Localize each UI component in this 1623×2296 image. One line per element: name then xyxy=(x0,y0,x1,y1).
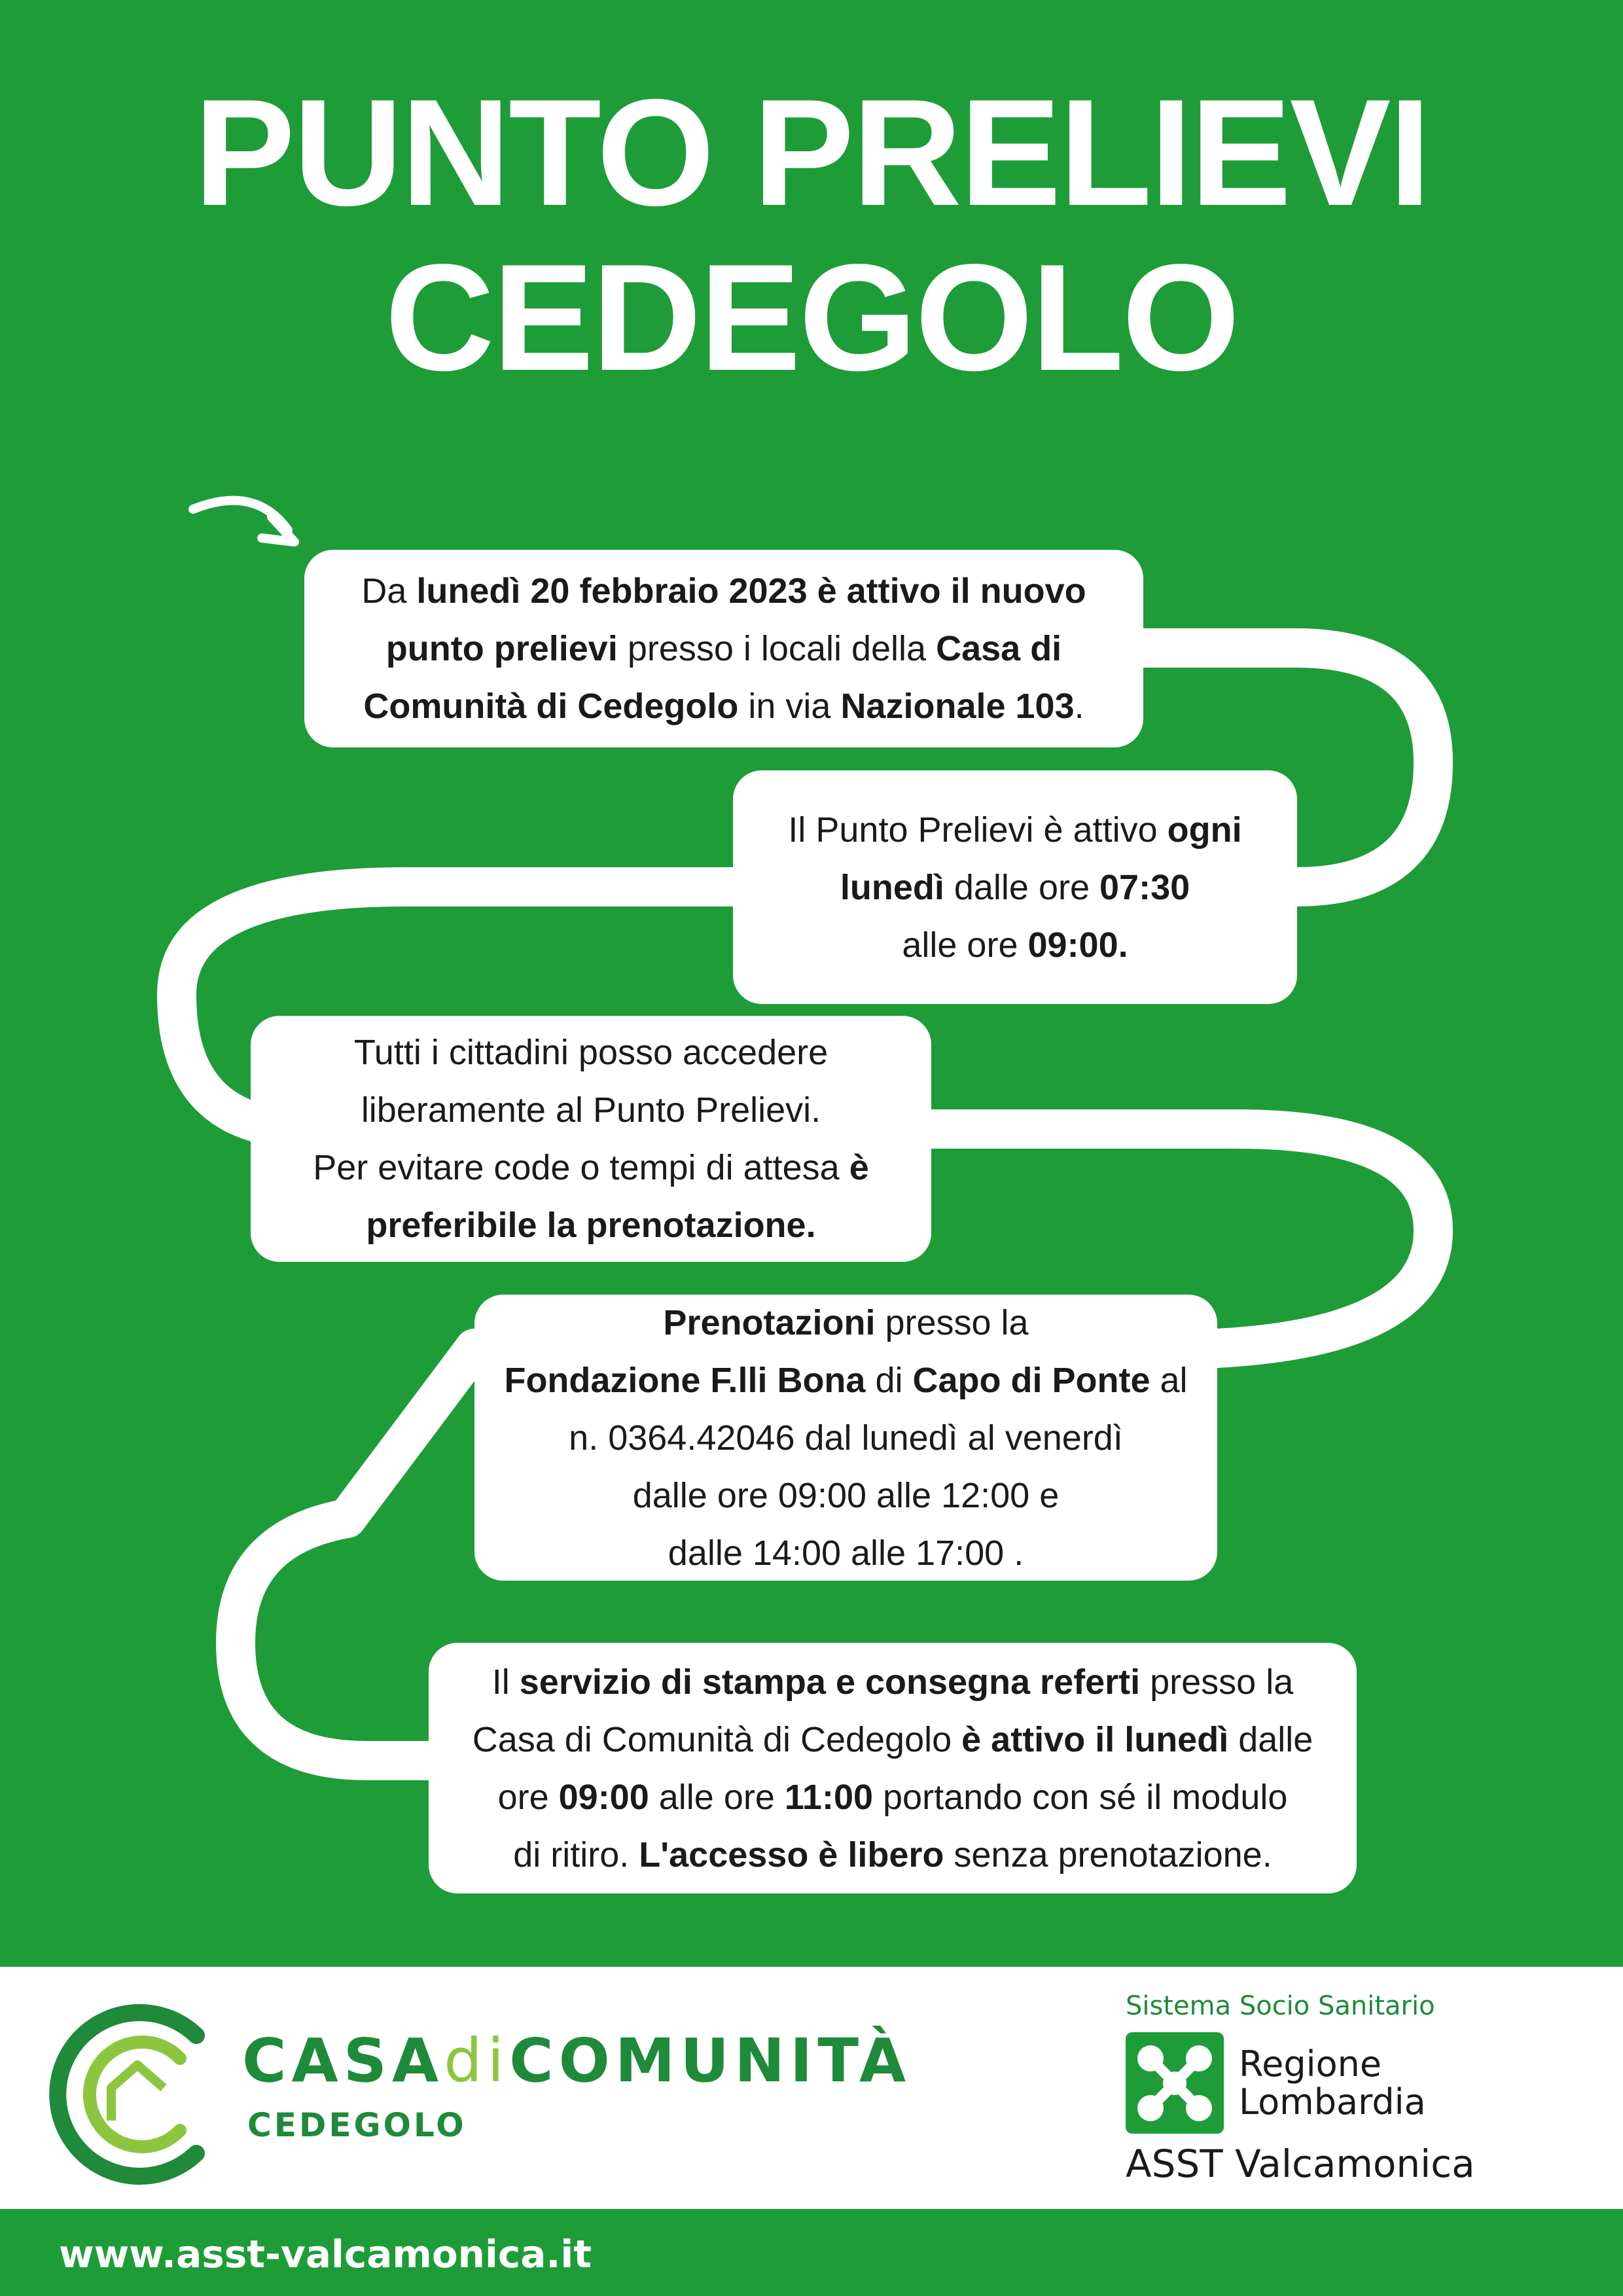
website-link[interactable]: www.asst-valcamonica.it xyxy=(59,2232,592,2276)
text: Il xyxy=(491,1662,520,1702)
text: Per evitare code o tempi di attesa xyxy=(313,1148,849,1187)
bold-text: servizio di stampa e consegna referti xyxy=(519,1662,1141,1702)
bold-text: lunedì 20 febbraio 2023 è attivo il nuovo xyxy=(416,571,1086,611)
bold-text: Fondazione F.lli Bona xyxy=(504,1360,866,1400)
text-line xyxy=(569,1409,1123,1467)
regione-lombardia-logo-icon xyxy=(1126,2032,1224,2134)
bold-text: 09:00 xyxy=(558,1777,649,1817)
text-line xyxy=(633,1467,1060,1524)
text-line xyxy=(492,1653,1294,1711)
text-line xyxy=(902,916,1128,974)
bold-text: 09:00. xyxy=(1027,925,1128,965)
bold-text: Capo di Ponte xyxy=(912,1360,1150,1400)
bold-text: preferibile la prenotazione. xyxy=(366,1206,816,1245)
casa-di-comunita-logo-icon xyxy=(39,1996,236,2193)
text: di xyxy=(865,1360,913,1400)
text-line xyxy=(363,677,1084,735)
text: n. 0364.42046 dal lunedì al venerdì xyxy=(569,1418,1123,1458)
text-line xyxy=(354,1024,828,1081)
bold-text: Comunità di Cedegolo xyxy=(363,687,739,726)
text-line xyxy=(668,1524,1024,1582)
casa-di: di xyxy=(444,2026,510,2096)
text-line xyxy=(498,1768,1288,1826)
text-line xyxy=(313,1139,869,1196)
text-line xyxy=(361,1081,821,1139)
text-line xyxy=(386,620,1061,677)
info-box-booking xyxy=(474,1295,1217,1581)
text: dalle 14:00 alle 17:00 . xyxy=(668,1533,1024,1573)
casa-prefix: CASA xyxy=(242,2026,444,2096)
bold-text: ogni xyxy=(1167,810,1242,850)
region-line2: Lombardia xyxy=(1239,2081,1426,2123)
bold-text: L'accesso è libero xyxy=(639,1835,944,1874)
text: presso i locali della xyxy=(617,629,936,668)
info-box-reports xyxy=(429,1643,1357,1893)
text: dalle ore xyxy=(944,867,1100,907)
text: Casa di Comunità di Cedegolo xyxy=(472,1719,962,1759)
bold-text: 11:00 xyxy=(784,1777,874,1817)
text: di ritiro. xyxy=(513,1835,639,1874)
text-line xyxy=(513,1826,1272,1884)
text: presso la xyxy=(1140,1662,1294,1702)
bold-text: 07:30 xyxy=(1099,867,1190,907)
text: Da xyxy=(361,571,417,611)
text: dalle ore 09:00 alle 12:00 e xyxy=(632,1475,1060,1515)
text-line xyxy=(366,1196,815,1254)
bold-text: Nazionale 103 xyxy=(840,687,1075,726)
bold-text: è xyxy=(849,1148,869,1187)
text-line xyxy=(663,1294,1028,1352)
text: alle ore xyxy=(649,1777,785,1817)
text: Tutti i cittadini posso accedere xyxy=(353,1033,829,1072)
bold-text: punto prelievi xyxy=(385,629,618,668)
text-line xyxy=(504,1352,1187,1409)
text: presso la xyxy=(875,1302,1029,1342)
text-line xyxy=(473,1711,1313,1768)
info-box-access xyxy=(251,1016,931,1262)
text: . xyxy=(1074,687,1084,726)
info-box-start-date xyxy=(304,550,1143,747)
text-line xyxy=(788,801,1241,859)
text-line xyxy=(840,859,1190,916)
bold-text: lunedì xyxy=(840,867,944,907)
text: ore xyxy=(497,1777,559,1817)
text: Il Punto Prelievi è attivo xyxy=(788,810,1168,850)
casa-di-comunita-name xyxy=(242,2026,911,2096)
asst-name: ASST Valcamonica xyxy=(1126,2142,1475,2186)
info-box-opening-hours xyxy=(733,770,1297,1004)
region-line1: Regione xyxy=(1239,2043,1382,2085)
page-title-line1: PUNTO PRELIEVI xyxy=(194,68,1429,238)
text: al xyxy=(1150,1360,1188,1400)
bold-text: è attivo il lunedì xyxy=(961,1719,1229,1759)
page-title-line2: CEDEGOLO xyxy=(385,233,1238,403)
text: portando con sé il modulo xyxy=(873,1777,1288,1817)
bold-text: Casa di xyxy=(936,629,1062,668)
bold-text: Prenotazioni xyxy=(663,1302,876,1342)
text: senza prenotazione. xyxy=(944,1835,1272,1874)
regione-lombardia-name xyxy=(1239,2045,1426,2121)
sistema-socio-sanitario-label: Sistema Socio Sanitario xyxy=(1126,1991,1435,2021)
casa-suffix: COMUNITÀ xyxy=(509,2026,912,2096)
text: in via xyxy=(738,687,841,726)
text: dalle xyxy=(1228,1719,1313,1759)
text-line xyxy=(361,562,1086,620)
text: alle ore xyxy=(902,925,1028,965)
casa-city: CEDEGOLO xyxy=(247,2106,467,2144)
text: liberamente al Punto Prelievi. xyxy=(361,1090,821,1130)
